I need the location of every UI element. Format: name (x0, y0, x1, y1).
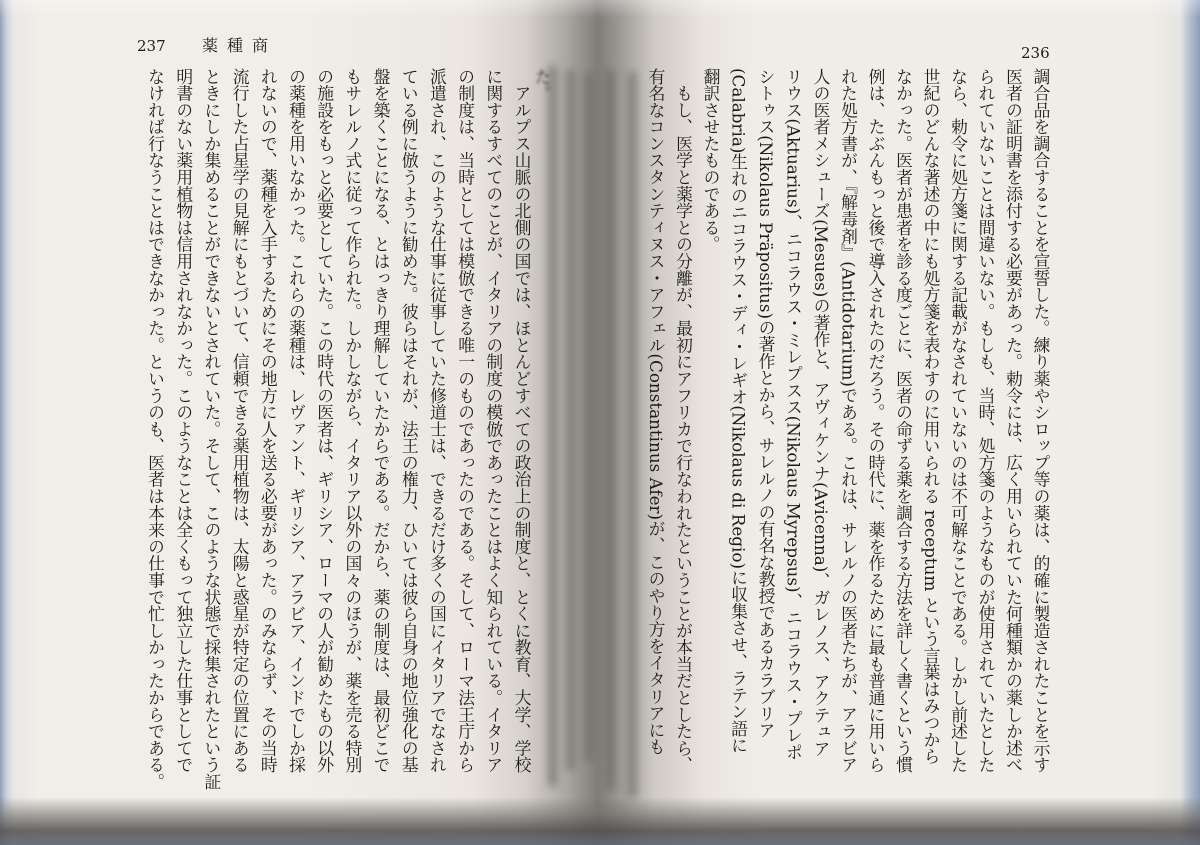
text-column: 人の医者メシューズ(Mesues)の著作と、アヴィケンナ(Avicenna)、ガレノス、アクテュア (811, 68, 831, 757)
right-page-body-text (641, 68, 1054, 804)
text-column: 翻訳させたものである。 (701, 68, 721, 253)
text-column: れないので、薬種を入手するためにその地方に人を送る必要があった。のみならず、その当時 (258, 68, 279, 774)
page-number-left: 237 (137, 37, 166, 55)
top-page-edge (0, 0, 1200, 18)
text-column: リウス(Aktuarius)、ニコラウス・ミレプスス(Nikolaus Myrepsus)、ニコラウス・プレポ (783, 68, 804, 761)
text-column: もサレルノ式に従って作られた。しかしながら、イタリア以外の国々のほうが、薬を売る特別 (342, 68, 363, 774)
gutter-blurred-text (548, 66, 557, 786)
gutter-blurred-text (566, 70, 575, 770)
text-column: ている例に倣うように勧めた。彼らはそれが、法王の権力、ひいては彼ら自身の地位強化の基 (399, 68, 420, 774)
text-column: 有名なコンスタンティヌス・アフェル(Constantinus Afer)が、このやり方をイタリアにも (646, 68, 666, 756)
text-column: られていないことは間違いない。もしも、当時、処方箋のようなものが使用されていたとした (976, 68, 996, 774)
text-column: 流行した占星学の見解にもとづいて、信頼できる薬用植物は、太陽と惑星が特定の位置にある (230, 68, 251, 774)
gutter-blurred-text (584, 72, 593, 762)
text-column: (Calabria)生れのニコラウス・ディ・レギオ(Nikolaus di Regio)に収集させ、ラテン語に (728, 68, 749, 754)
gutter-blurred-text (606, 70, 615, 790)
gutter-fragment-text: た。 (532, 68, 552, 102)
left-page-body-text (141, 68, 536, 804)
bottom-page-edge (0, 797, 1200, 845)
text-column: なら、勅令に処方箋に関する記載がなされていないのは不可解なことである。しかし前述した (948, 68, 969, 774)
text-column: もし、医学と薬学との分離が、最初にアフリカで行なわれたということが本当だとしたら、 (673, 68, 694, 774)
text-column: シトゥス(Nikolaus Präpositus)の著作とから、サレルノの有名な教授であるカラブリア (756, 68, 776, 739)
text-column: に関するすべてのことが、イタリアの制度の模倣であったことはよく知られている。イタリア (483, 68, 504, 774)
text-column: なかった。医者が患者を診る度ごとに、医者の命ずる薬を調合する方法を詳しく書くという慣 (893, 68, 914, 774)
gutter-blurred-text (628, 72, 637, 797)
text-column: 世紀のどんな著述の中にも処方箋を表わすのに用いられる receptum という言葉はみつから (921, 68, 941, 765)
page-number-right: 236 (1021, 44, 1050, 62)
text-column: なければ行なうことはできなかった。というのも、医者は本来の仕事で忙しかったからである。 (145, 68, 166, 790)
text-column: アルプス山脈の北側の国では、ほとんどすべての政治上の制度と、とくに教育、大学、学校 (512, 68, 532, 774)
text-column: の薬種を用いなかった。これらの薬種は、レヴァント、ギリシア、アラビア、インドでしか採 (286, 68, 307, 774)
text-column: の施設をもっと必要としていた。この時代の医者は、ギリシア、ローマの人が勧めたもの以外 (314, 68, 335, 774)
text-column: 例は、たぶんもっと後で導入されたのだろう。その時代に、薬を作るために最も普通に用いら (866, 68, 886, 774)
text-column: れた処方書が、『解毒剤』(Antidotarium)である。これは、サレルノの医者たちが、アラビア (838, 68, 859, 774)
text-column: 盤を築くことになる、とはっきり理解していたからである。だから、薬の制度は、最初どこで (371, 68, 392, 774)
text-column: の制度は、当時としては模倣できる唯一のものであったのである。そして、ローマ法王庁から (455, 68, 476, 774)
text-column: 明書のない薬用植物は信用されなかった。このようなことは全くもって独立した仕事としてで (173, 68, 194, 774)
running-head: 薬種商 (202, 36, 278, 55)
text-column: 調合品を調合することを宣誓した。練り薬やシロップ等の薬は、的確に製造されたことを示す (1031, 68, 1051, 774)
text-column: ときにしか集めることができないとされていた。そして、このような状態で採集されたという証 (201, 68, 222, 790)
text-column: 派遣され、このような仕事に従事していた修道士は、できるだけ多くの国にイタリアでなされ (427, 68, 448, 774)
text-column: 医者の証明書を添付する必要があった。勅令には、広く用いられていた何種類かの薬しか述べ (1003, 68, 1024, 774)
